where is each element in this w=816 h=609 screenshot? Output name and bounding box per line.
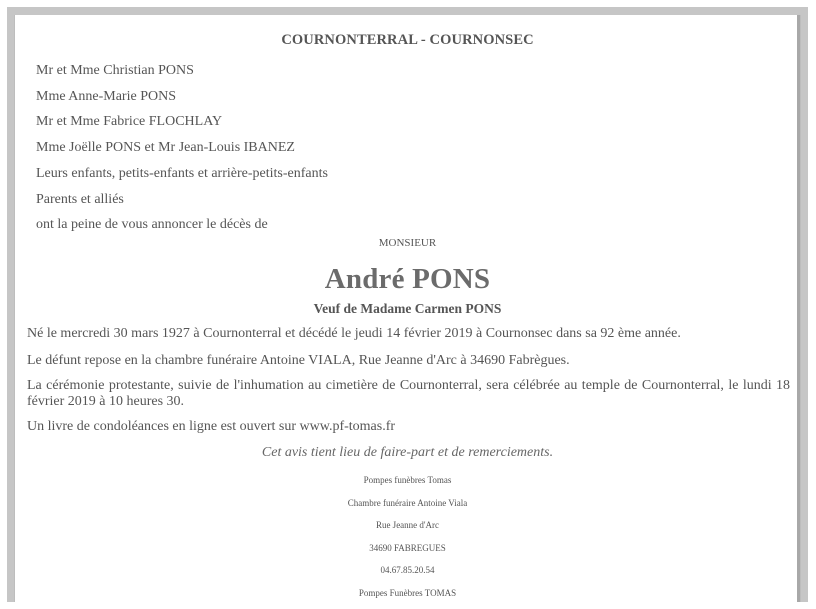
ceremony-paragraph: La cérémonie protestante, suivie de l'inhumation au cimetière de Cournonterral, sera célébrée au temple de Cournonterral, le lundi 18 février 2019 à 10 heures 30. (27, 378, 790, 409)
footer-line: Rue Jeanne d'Arc (375, 520, 440, 531)
footer-line: 34690 FABREGUES (369, 542, 446, 553)
birth-death-paragraph: Né le mercredi 30 mars 1927 à Cournonterral et décédé le jeudi 14 février 2019 à Cournonsec dans sa 92 ème année. (27, 326, 681, 341)
family-line: Mr et Mme Christian PONS (36, 63, 194, 78)
footer-line: Chambre funéraire Antoine Viala (347, 497, 468, 508)
repose-paragraph: Le défunt repose en la chambre funéraire Antoine VIALA, Rue Jeanne d'Arc à 34690 Fabrègues. (27, 353, 570, 368)
family-line: Leurs enfants, petits-enfants et arrière-petits-enfants (36, 165, 328, 181)
deceased-honorific: MONSIEUR (378, 237, 437, 249)
family-list (36, 58, 328, 238)
closing-note: Cet avis tient lieu de faire-part et de remerciements. (261, 445, 554, 460)
widow-of-line: Veuf de Madame Carmen PONS (313, 301, 502, 316)
funeral-home-footer (15, 469, 800, 605)
footer-line: Pompes funèbres Tomas (363, 475, 452, 485)
notice-frame (7, 7, 808, 602)
condolences-paragraph: Un livre de condoléances en ligne est ouvert sur www.pf-tomas.fr (27, 419, 396, 434)
obituary-notice (14, 15, 801, 602)
announcement-line: ont la peine de vous annoncer le décès de (36, 217, 268, 233)
family-line: Mme Anne-Marie PONS (36, 88, 176, 104)
family-line: Mme Joëlle PONS et Mr Jean-Louis IBANEZ (36, 140, 295, 156)
family-line: Parents et alliés (36, 191, 124, 207)
footer-phone: 04.67.85.20.54 (380, 565, 435, 576)
family-line: Mr et Mme Fabrice FLOCHLAY (36, 114, 223, 130)
deceased-name: André PONS (324, 263, 491, 295)
town-heading: COURNONTERRAL - COURNONSEC (281, 32, 534, 48)
footer-line: Pompes Funèbres TOMAS (358, 587, 457, 598)
